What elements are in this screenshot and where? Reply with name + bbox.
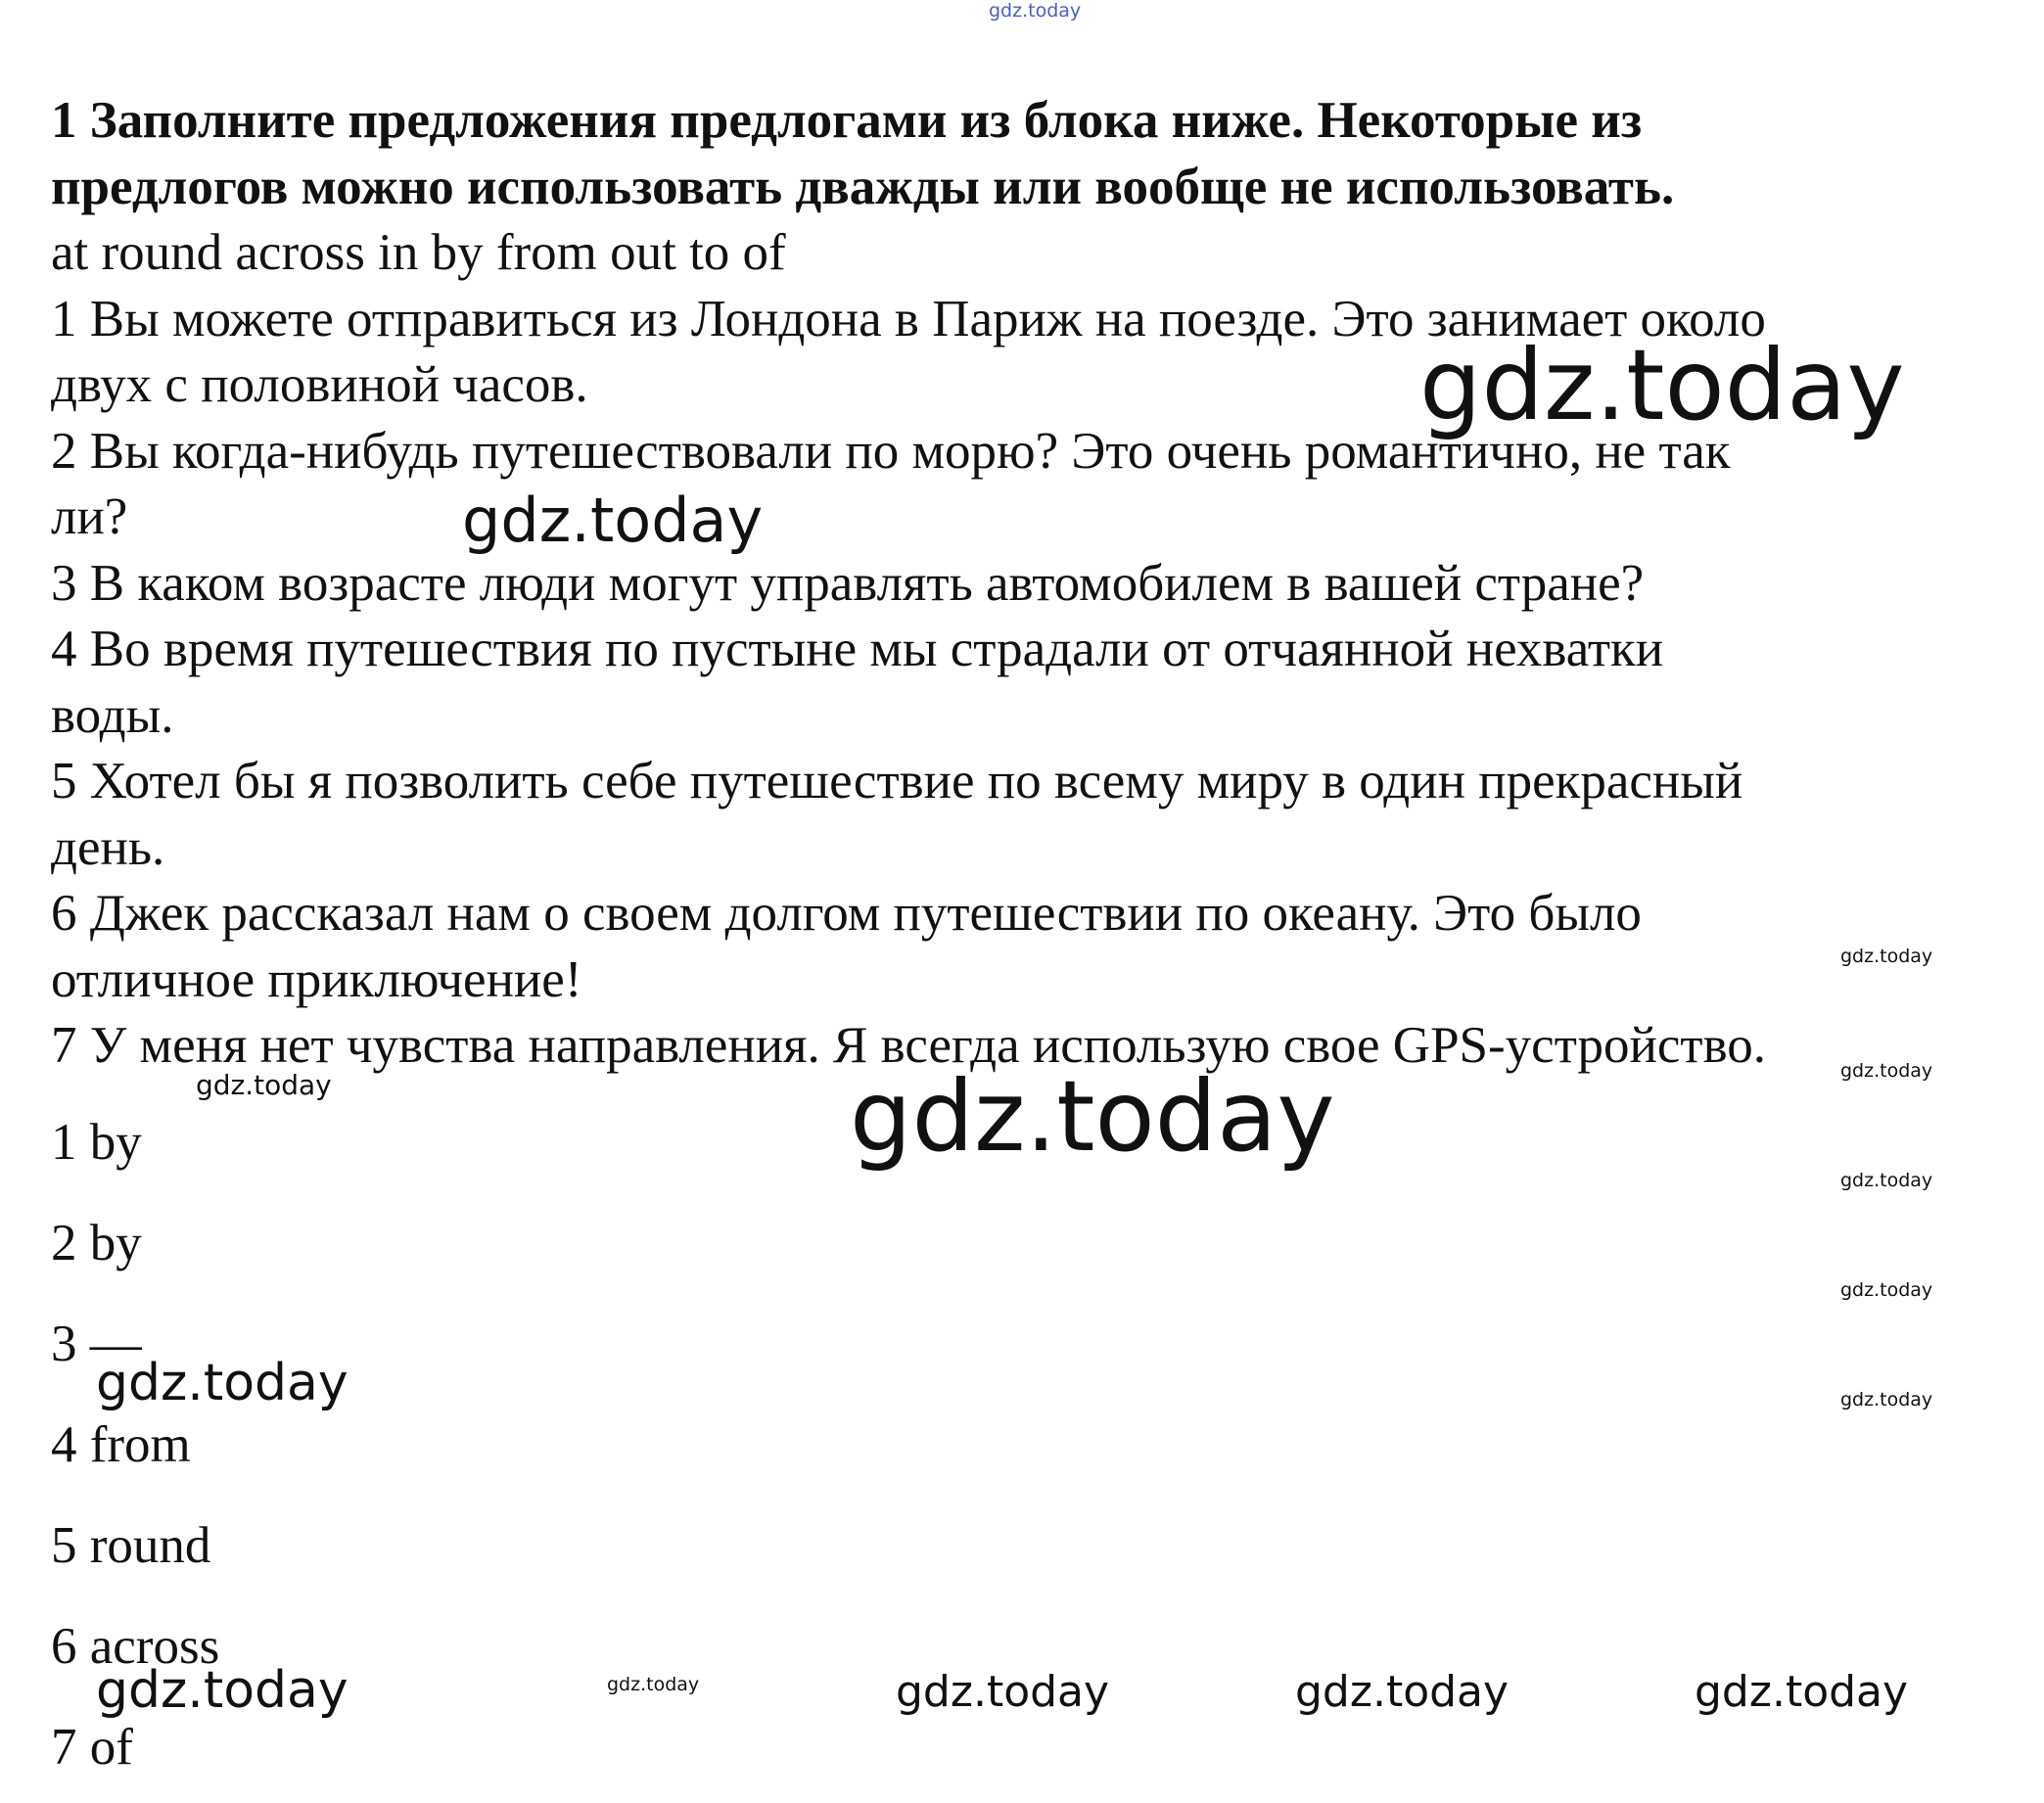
answer-3: 3 — bbox=[51, 1316, 142, 1372]
watermark-small-3: gdz.today bbox=[1840, 1170, 1933, 1191]
watermark-medium-4: gdz.today bbox=[896, 1667, 1110, 1717]
watermark-small-7: gdz.today bbox=[607, 1674, 700, 1695]
task-title-line-2: предлогов можно использовать дважды или вообще не использовать. bbox=[51, 159, 1675, 215]
answer-7: 7 of bbox=[51, 1719, 133, 1776]
sentence-1-line-2: двух с половиной часов. bbox=[51, 356, 588, 413]
task-title-line-1: 1 Заполните предложения предлогами из блока ниже. Некоторые из bbox=[51, 92, 1643, 149]
sentence-3-line-1: 3 В каком возрасте люди могут управлять автомобилем в вашей стране? bbox=[51, 555, 1645, 612]
answer-4: 4 from bbox=[51, 1416, 191, 1473]
watermark-large-2: gdz.today bbox=[850, 1059, 1335, 1174]
answer-2: 2 by bbox=[51, 1215, 142, 1271]
watermark-small-6: gdz.today bbox=[196, 1069, 332, 1101]
sentence-2-line-1: 2 Вы когда-нибудь путешествовали по морю? Это очень романтично, не так bbox=[51, 423, 1731, 480]
watermark-medium-5: gdz.today bbox=[1295, 1667, 1510, 1717]
watermark-medium-6: gdz.today bbox=[1695, 1667, 1909, 1717]
watermark-medium-2: gdz.today bbox=[96, 1354, 348, 1412]
sentence-4-line-2: воды. bbox=[51, 687, 174, 744]
word-bank: at round across in by from out to of bbox=[51, 224, 786, 281]
watermark-small-2: gdz.today bbox=[1840, 1060, 1933, 1082]
sentence-4-line-1: 4 Во время путешествия по пустыне мы страдали от отчаянной нехватки bbox=[51, 621, 1664, 677]
watermark-medium-3: gdz.today bbox=[96, 1661, 348, 1720]
sentence-5-line-2: день. bbox=[51, 819, 165, 876]
watermark-small-5: gdz.today bbox=[1840, 1389, 1933, 1410]
answer-5: 5 round bbox=[51, 1517, 211, 1574]
answer-6: 6 across bbox=[51, 1618, 220, 1675]
header-watermark: gdz.today bbox=[989, 0, 1082, 22]
watermark-large-1: gdz.today bbox=[1419, 328, 1905, 442]
sentence-2-line-2: ли? bbox=[51, 488, 128, 545]
sentence-5-line-1: 5 Хотел бы я позволить себе путешествие по всему миру в один прекрасный bbox=[51, 753, 1743, 809]
watermark-small-1: gdz.today bbox=[1840, 946, 1933, 967]
sentence-6-line-1: 6 Джек рассказал нам о своем долгом путешествии по океану. Это было bbox=[51, 885, 1642, 942]
sentence-7-line-1: 7 У меня нет чувства направления. Я всегда использую свое GPS-устройство. bbox=[51, 1017, 1766, 1074]
answer-1: 1 by bbox=[51, 1114, 142, 1171]
sentence-1-line-1: 1 Вы можете отправиться из Лондона в Париж на поезде. Это занимает около bbox=[51, 291, 1766, 347]
watermark-medium-1: gdz.today bbox=[462, 485, 764, 556]
watermark-small-4: gdz.today bbox=[1840, 1279, 1933, 1301]
sentence-6-line-2: отличное приключение! bbox=[51, 951, 582, 1008]
